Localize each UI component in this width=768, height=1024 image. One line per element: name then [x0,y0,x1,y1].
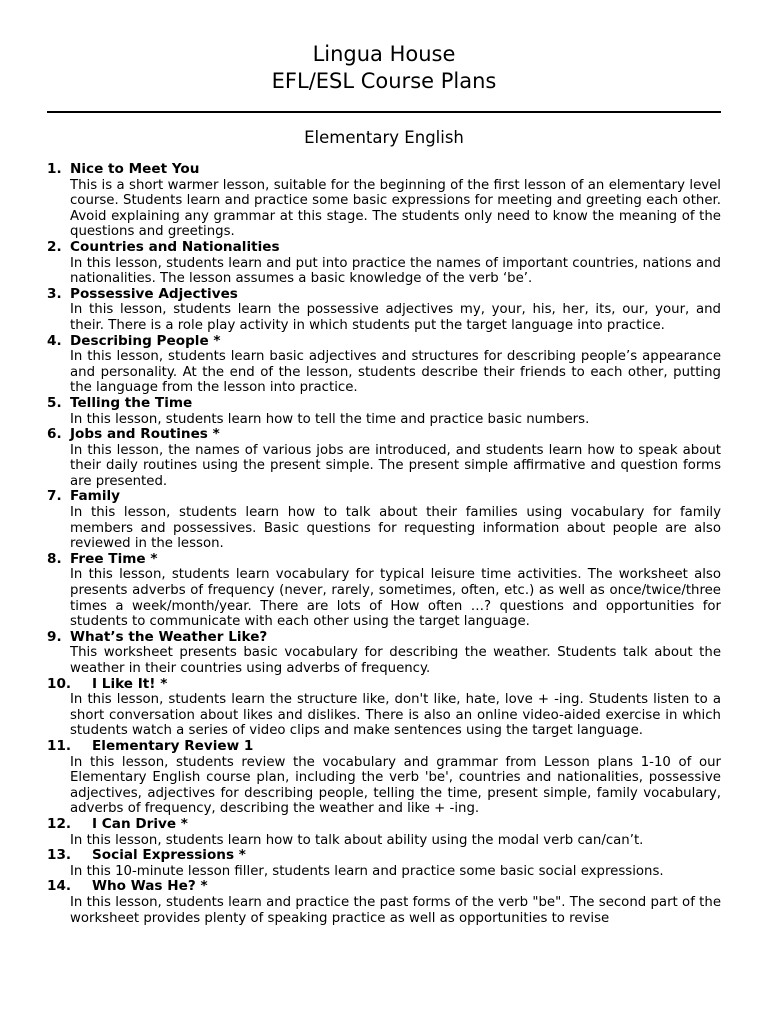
lesson-description: In this lesson, students learn the structure like, don't like, hate, love + -ing. Students listen to a short conversation about likes and dislikes. There is also an online video-aided exercise in which students watch a series of video clips and make sentences using the target language. [70,692,721,739]
lesson-title: I Can Drive * [92,815,188,832]
lesson-title: Describing People * [70,332,221,349]
lesson-item [47,677,721,739]
lesson-description: This worksheet presents basic vocabulary for describing the weather. Students talk about the weather in their countries using adverbs of frequency. [70,645,721,676]
lesson-description: In this lesson, students review the vocabulary and grammar from Lesson plans 1-10 of our Elementary English course plan, including the verb 'be', countries and nationalities, possessive adjectives, adjectives for describing people, telling the time, present simple, family vocabulary, adverbs of frequency, describing the weather and like + -ing. [70,754,721,817]
lesson-number: 8. [47,550,62,567]
lesson-number: 13. [47,847,72,864]
lesson-description: In this lesson, students learn how to talk about ability using the modal verb can/can’t. [70,832,644,848]
lesson-description: In this lesson, students learn the possessive adjectives my, your, his, her, its, our, your, and their. There is a role play activity in which students put the target language into practice. [70,302,721,333]
lesson-description: In this lesson, students learn vocabulary for typical leisure time activities. The worksheet also presents adverbs of frequency (never, rarely, sometimes, often, etc.) as well as once/twice/three times a week/month/year. There are lots of How often …? questions and opportunities for students to communicate with each other using the target language. [70,567,721,630]
lesson-description: In this 10-minute lesson filler, students learn and practice some basic social expressions. [70,863,664,879]
lesson-number: 4. [47,332,62,349]
lesson-number: 11. [47,737,72,754]
lesson-item [47,817,721,848]
lesson-number: 6. [47,426,62,443]
lesson-description: In this lesson, the names of various jobs are introduced, and students learn how to speak about their daily routines using the present simple. The present simple affirmative and question forms are presented. [70,442,721,489]
lesson-description: In this lesson, students learn and put into practice the names of important countries, nations and nationalities. The lesson assumes a basic knowledge of the verb ‘be’. [70,255,721,287]
document-title-line2: EFL/ESL Course Plans [271,69,497,93]
lesson-item [47,552,721,630]
lesson-title: Social Expressions * [92,847,246,864]
lesson-title: I Like It! * [92,675,168,692]
lesson-title: Telling the Time [70,394,193,411]
lesson-item [47,427,721,489]
lesson-item [47,630,721,677]
lesson-title: Possessive Adjectives [70,285,238,302]
lesson-number: 10. [47,675,72,692]
lesson-item [47,240,721,287]
lesson-description: In this lesson, students learn and practice the past forms of the verb "be". The second part of the worksheet provides plenty of speaking practice as well as opportunities to revise [70,894,721,926]
lesson-title: What’s the Weather Like? [70,628,268,645]
lesson-number: 2. [47,238,62,255]
lesson-item [47,287,721,334]
lesson-item [47,162,721,240]
lesson-item [47,396,721,427]
course-subtitle: Elementary English [304,128,464,147]
lesson-title: Nice to Meet You [70,161,200,177]
lesson-title: Free Time * [70,550,158,567]
lesson-title: Elementary Review 1 [92,737,254,754]
lesson-number: 9. [47,628,62,645]
lesson-title: Countries and Nationalities [70,238,280,255]
lesson-description: This is a short warmer lesson, suitable for the beginning of the first lesson of an elementary level course. Students learn and practice some basic expressions for meeting and greeting each other. Avoid explaining any grammar at this stage. The students only need to know the meaning of the questions and greetings. [70,177,721,240]
lesson-title: Who Was He? * [92,878,208,895]
lesson-title: Family [70,488,121,505]
lesson-number: 14. [47,878,72,895]
lesson-number: 3. [47,285,62,302]
title-divider [47,111,721,113]
lesson-description: In this lesson, students learn how to talk about their families using vocabulary for family members and possessives. Basic questions for requesting information about people are also reviewed in the lesson. [70,505,721,552]
lesson-item [47,334,721,396]
lesson-item [47,739,721,817]
document-title-line1: Lingua House [312,42,456,66]
lesson-title: Jobs and Routines * [70,426,220,443]
lesson-item [47,489,721,551]
lesson-item [47,848,721,879]
lesson-number: 7. [47,488,62,505]
lesson-item [47,879,721,926]
lesson-number: 1. [47,161,62,177]
lesson-description: In this lesson, students learn how to tell the time and practice basic numbers. [70,411,590,427]
lesson-number: 12. [47,815,72,832]
lesson-description: In this lesson, students learn basic adjectives and structures for describing people’s appearance and personality. At the end of the lesson, students describe their friends to each other, putting the language from the lesson into practice. [70,349,721,396]
lesson-list [47,162,721,926]
lesson-number: 5. [47,394,62,411]
